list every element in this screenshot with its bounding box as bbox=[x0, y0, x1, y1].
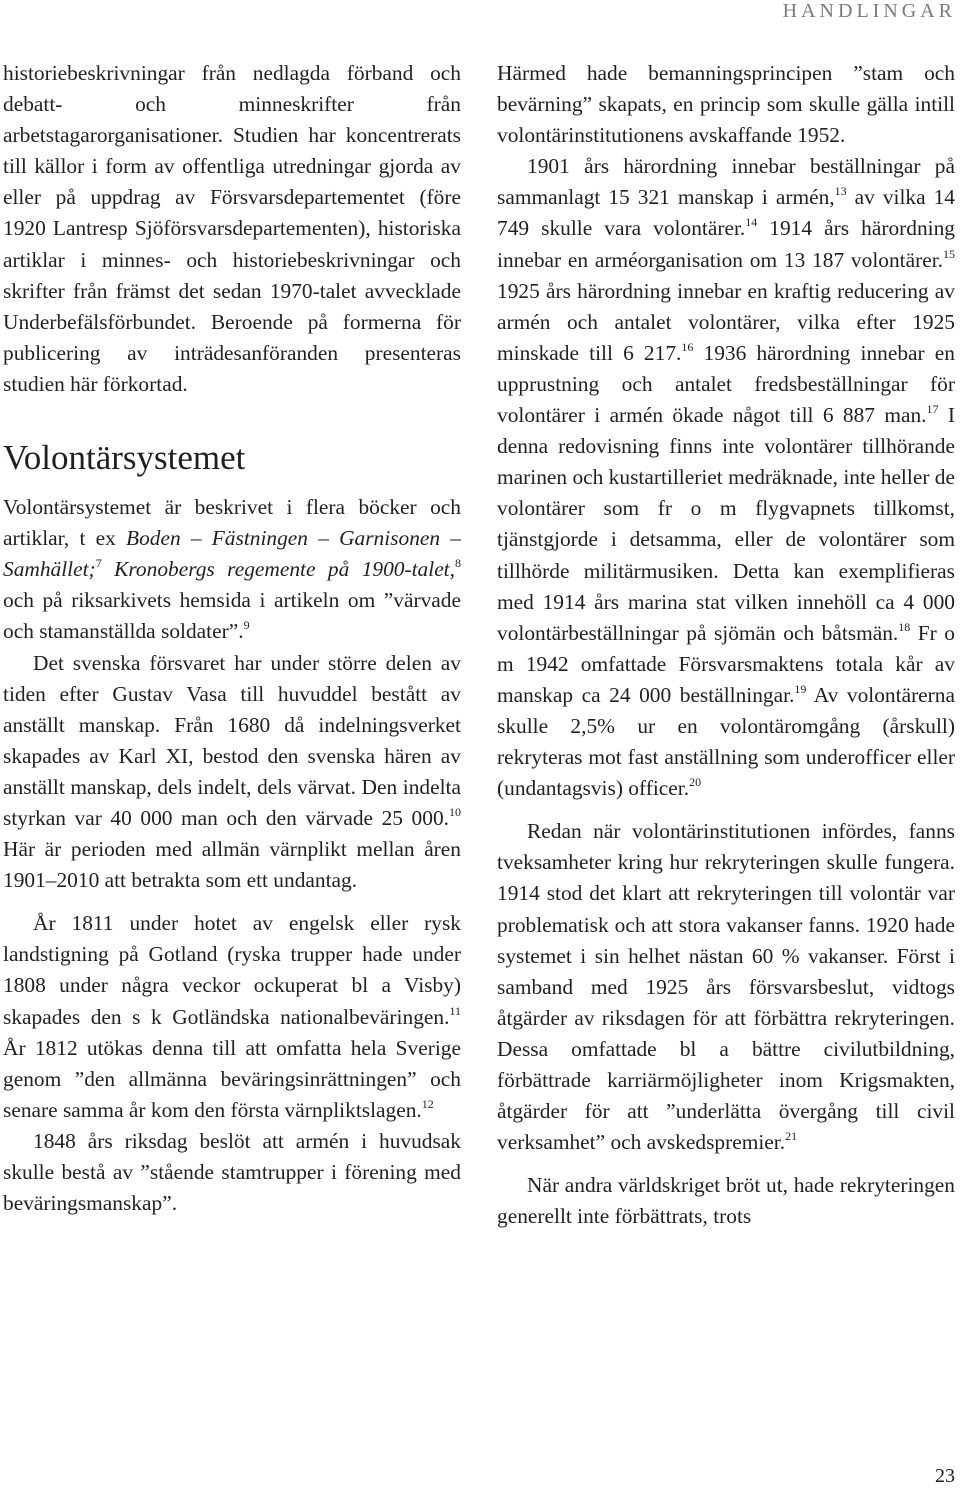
paragraph-varldskriget: När andra världskriget bröt ut, hade rekryteringen generellt inte förbättrats, trots bbox=[497, 1173, 955, 1229]
text: Volontärsystemet är beskrivet i flera böcker och artiklar, t ex bbox=[3, 495, 461, 551]
text: , bbox=[449, 557, 455, 582]
book-title: Kronobergs regemente på 1900-talet bbox=[114, 557, 450, 582]
right-column bbox=[497, 58, 955, 1232]
text: Redan när volontärinstitutionen infördes, fanns tveksamheter kring hur rekryteringen skulle fungera. 1914 stod det klart att rekryteringen till volontär var problematisk och att stora vakanser fanns. 1920 hade systemet i sin helhet nästan 60 % vakanser. Först i samband med 1925 års försvarsbeslut, vidtogs åtgärder av riksdagen för att förbättra rekryteringen. Dessa omfattade bl a bättre civilutbildning, förbättrade karriärmöjligheter inom Krigsmakten, åtgärder för att ”underlätta övergång till civil verksamhet” och avskedspremier. bbox=[497, 819, 955, 1155]
text bbox=[102, 557, 114, 581]
paragraph-1811 bbox=[3, 908, 461, 1126]
paragraph-forsvaret bbox=[3, 648, 461, 897]
text: 1936 härordning innebar en upprustning och antalet fredsbeställningar för volontärer i armén ökade något till 6 887 man. bbox=[497, 340, 955, 428]
footnote-ref: 20 bbox=[689, 775, 702, 790]
text: År 1811 under hotet av engelsk eller rysk landstigning på Gotland (ryska trupper hade under 1808 under några veckor ockuperat bl a Visby) skapades den s k Gotländska nationalbeväringen. bbox=[3, 911, 461, 1029]
footnote-ref: 13 bbox=[834, 184, 847, 199]
text: av vilka 14 749 skulle vara volontärer. bbox=[497, 185, 955, 241]
book-title: Boden – Fästningen – Garnisonen – Samhället; bbox=[3, 526, 461, 582]
text: Fr o m 1942 omfattade Försvarsmaktens totala kår av manskap ca 24 000 beställningar. bbox=[497, 620, 955, 707]
paragraph-intro: historiebeskrivningar från nedlagda förband och debatt- och minneskrifter från arbetstagarorganisationer. Studien har koncentrerats till källor i form av offentliga utredningar gjorda av eller på uppdrag av Försvarsdepartementet (före 1920 Lantresp Sjöförsvarsdepartementen), historiska artiklar i minnes- och historiebeskrivningar och skrifter från främst det sedan 1970-talet avvecklade Underbefälsförbundet. Beroende på formerna för publicering av inträdesanföranden presenteras studien här förkortad. bbox=[3, 61, 461, 396]
footnote-ref: 16 bbox=[681, 339, 694, 354]
footnote-ref: 10 bbox=[449, 804, 461, 819]
paragraph-volontarsystemet bbox=[3, 492, 461, 647]
paragraph-bemanningsprincip: Härmed hade bemanningsprincipen ”stam och bevärning” skapats, en princip som skulle gälla intill volontärinstitutionens avskaffande 1952. bbox=[497, 61, 955, 148]
footnote-ref: 17 bbox=[926, 402, 939, 417]
text: 1925 års härordning innebar en kraftig reducering av armén och antalet volontärer, vilka efter 1925 minskade till 6 217. bbox=[497, 278, 955, 365]
running-head: HANDLINGAR bbox=[782, 0, 956, 22]
text: Det svenska försvaret har under större delen av tiden efter Gustav Vasa till huvuddel bestått av anställt manskap. Från 1680 då indelningsverket skapades av Karl XI, bestod den svenska hären av anställt manskap, dels indelt, dels värvat. Den indelta styrkan var 40 000 man och den värvade 25 000. bbox=[3, 650, 461, 830]
page-number: 23 bbox=[935, 1465, 955, 1487]
footnote-ref: 18 bbox=[898, 619, 911, 634]
text: 1914 års härordning innebar en arméorganisation om 13 187 volontärer. bbox=[497, 216, 955, 272]
text: Här är perioden med allmän värnplikt mellan åren 1901–2010 att betrakta som ett undantag. bbox=[3, 837, 461, 893]
footnote-ref: 15 bbox=[943, 246, 955, 261]
footnote-ref: 11 bbox=[449, 1003, 461, 1018]
footnote-ref: 19 bbox=[794, 681, 807, 696]
section-heading: Volontärsystemet bbox=[3, 438, 246, 478]
left-column bbox=[3, 58, 461, 1219]
footnote-ref: 12 bbox=[421, 1096, 434, 1111]
footnote-ref: 7 bbox=[95, 556, 102, 571]
text: I denna redovisning finns inte volontärer tillhörande marinen och kustartilleriet medräknade, inte heller de volontärer som fr o m flygvapnets tillkomst, tjänstgjorde i detsamma, eller de volontärer som tillhörde militärmusiken. Detta kan exemplifieras med 1914 års marina stat vilken innehöll ca 4 000 volontärbeställningar på sjömän och båtsmän. bbox=[497, 403, 955, 645]
paragraph-harordningar bbox=[497, 151, 955, 804]
paragraph-1848: 1848 års riksdag beslöt att armén i huvudsak skulle bestå av ”stående stamtrupper i förening med beväringsmanskap”. bbox=[3, 1128, 461, 1216]
text: Av volontärerna skulle 2,5% ur en volontäromgång (årskull) rekryteras mot fast anställning som underofficer eller (undantagsvis) officer. bbox=[497, 682, 955, 801]
footnote-ref: 8 bbox=[455, 556, 461, 571]
text: 1901 års härordning innebar beställningar på sammanlagt 15 321 manskap i armén, bbox=[497, 154, 955, 210]
footnote-ref: 21 bbox=[785, 1129, 798, 1144]
text: År 1812 utökas denna till att omfatta hela Sverige genom ”den allmänna beväringsinrättningen” och senare samma år kom den första värnpliktslagen. bbox=[3, 1035, 461, 1122]
footnote-ref: 14 bbox=[745, 215, 758, 230]
text: och på riksarkivets hemsida i artikeln om ”värvade och stamanställda soldater”. bbox=[3, 588, 461, 644]
footnote-ref: 9 bbox=[243, 618, 250, 633]
paragraph-rekrytering bbox=[497, 816, 955, 1158]
